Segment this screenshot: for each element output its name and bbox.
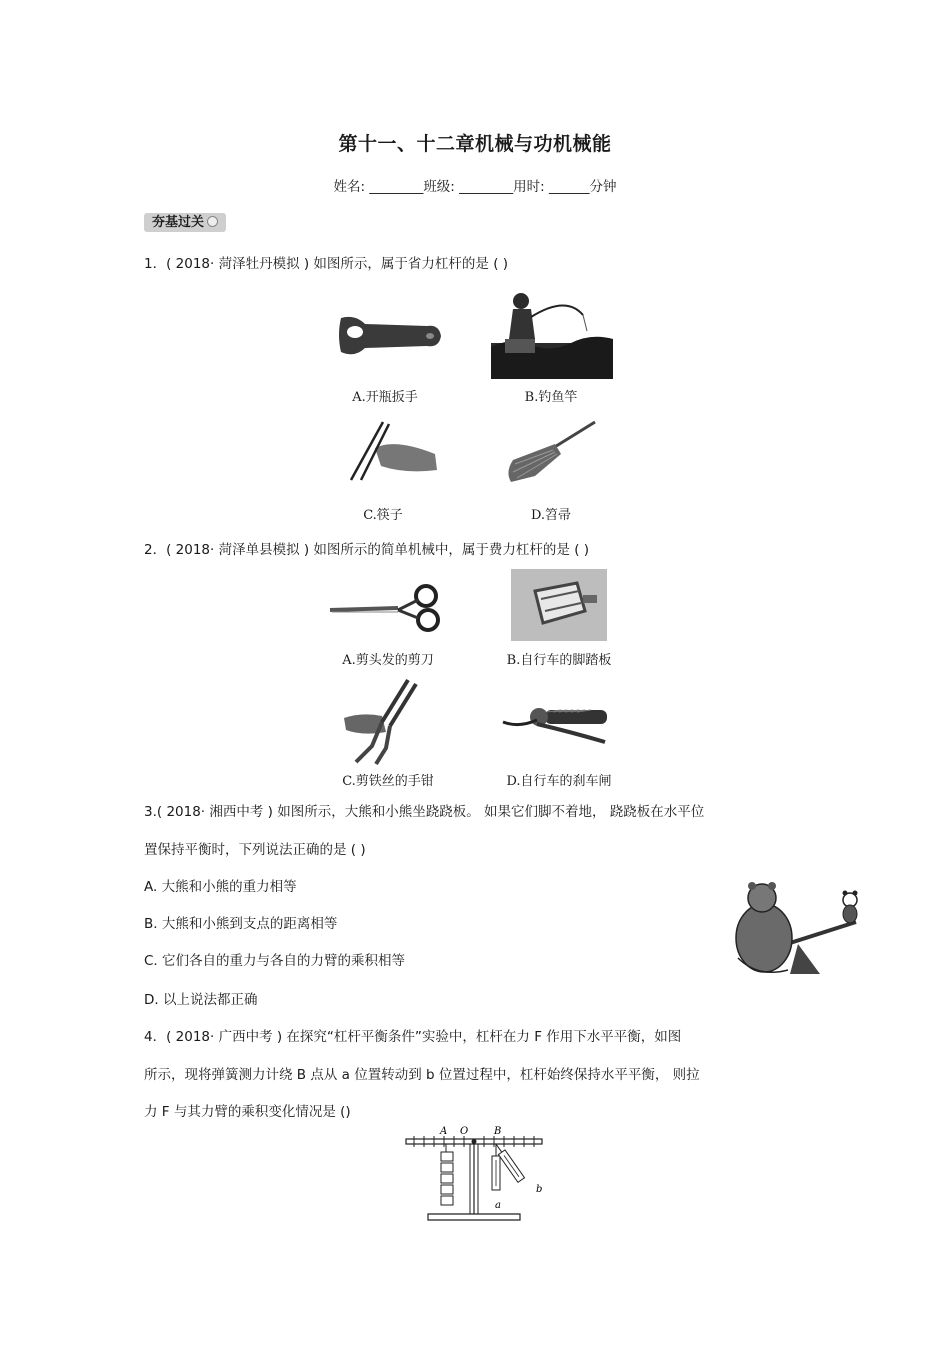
seesaw-bears-image — [728, 878, 878, 978]
question-4-line-2: 所示，现将弹簧测力计绕 B 点从 a 位置转动到 b 位置过程中，杠杆始终保持水平平衡， 则拉 — [144, 1067, 700, 1083]
label-o: O — [460, 1126, 469, 1137]
q3-option-d[interactable]: D. 以上说法都正确 — [144, 992, 258, 1008]
student-info-line — [0, 175, 950, 195]
class-blank[interactable]: ________ — [459, 179, 514, 195]
q1-caption-c: C.筷子 — [363, 508, 403, 523]
q3-option-b[interactable]: B. 大熊和小熊到支点的距离相等 — [144, 916, 338, 932]
name-label: 姓名: — [333, 179, 366, 195]
bicycle-pedal-image — [511, 569, 607, 641]
q1-caption-b: B.钓鱼竿 — [524, 390, 578, 405]
label-b-upper: B — [494, 1126, 502, 1137]
q2-caption-d: D.自行车的刹车闸 — [506, 774, 612, 789]
q2-caption-a: A.剪头发的剪刀 — [342, 653, 434, 668]
broom-image — [505, 420, 597, 485]
q3-option-a[interactable]: A. 大熊和小熊的重力相等 — [144, 879, 297, 895]
question-3-line-1: 3.( 2018· 湘西中考 ) 如图所示，大熊和小熊坐跷跷板。 如果它们脚不着地， 跷跷板在水平位 — [144, 804, 705, 820]
chopsticks-image — [345, 418, 440, 483]
badge-dot-icon — [207, 216, 218, 227]
q3-option-c[interactable]: C. 它们各自的重力与各自的力臂的乘积相等 — [144, 953, 406, 969]
label-b-lower: b — [536, 1184, 543, 1195]
time-blank[interactable]: ______ — [549, 179, 590, 195]
question-2-text: 2．( 2018· 菏泽单县模拟 ) 如图所示的简单机械中，属于费力杠杆的是 ( ) — [144, 542, 590, 558]
bottle-opener-image — [335, 310, 445, 360]
page-title: 第十一、十二章机械与功机械能 — [338, 133, 612, 155]
q1-caption-a: A.开瓶扳手 — [352, 390, 418, 405]
question-4-line-3: 力 F 与其力臂的乘积变化情况是 () — [144, 1104, 351, 1120]
hair-scissors-image — [328, 580, 446, 635]
q2-caption-c: C.剪铁丝的手钳 — [342, 774, 434, 789]
class-label: 班级: — [423, 179, 455, 195]
time-label: 用时: — [513, 179, 545, 195]
question-4-line-1: 4．( 2018· 广西中考 ) 在探究“杠杆平衡条件”实验中，杠杆在力 F 作用下水平平衡，如图 — [144, 1029, 682, 1045]
section-badge — [144, 213, 226, 232]
question-1-text: 1．( 2018· 菏泽牡丹模拟 ) 如图所示，属于省力杠杆的是 ( ) — [144, 256, 509, 272]
lever-experiment-diagram — [400, 1122, 550, 1228]
label-a-upper: A — [440, 1126, 448, 1137]
label-a-lower: a — [495, 1200, 501, 1211]
name-blank[interactable]: ________ — [369, 179, 424, 195]
fishing-rod-image — [491, 287, 613, 379]
brake-lever-image — [501, 698, 611, 746]
q1-caption-d: D.笤帚 — [530, 508, 572, 523]
wire-pliers-image — [342, 676, 422, 766]
section-badge-label: 夯基过关 — [152, 215, 205, 230]
question-3-line-2: 置保持平衡时，下列说法正确的是 ( ) — [144, 842, 366, 858]
time-unit: 分钟 — [589, 179, 617, 195]
q2-caption-b: B.自行车的脚踏板 — [506, 653, 612, 668]
